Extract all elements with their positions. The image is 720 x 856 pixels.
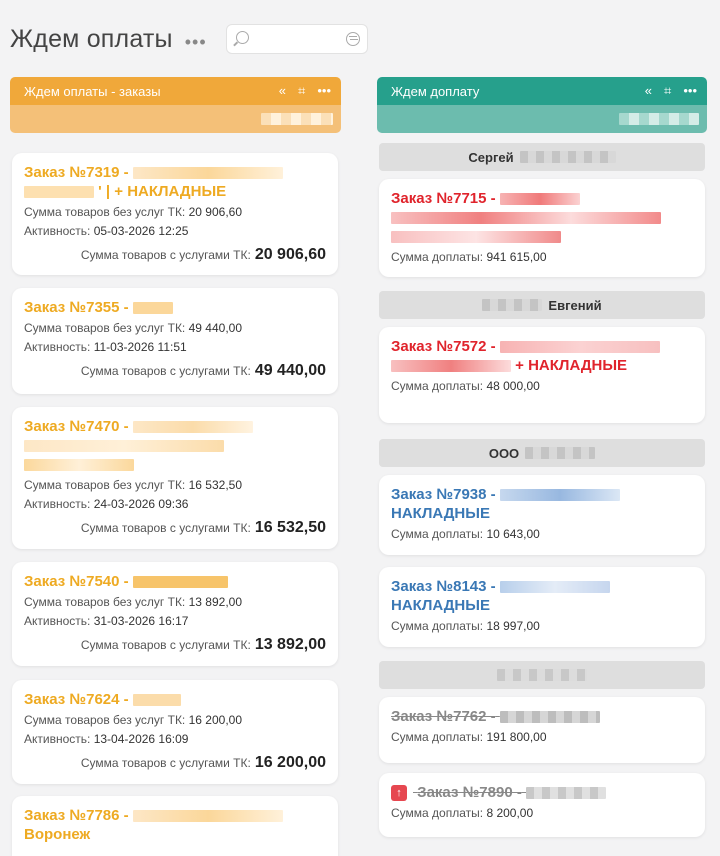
collapse-icon[interactable]: « xyxy=(644,83,653,98)
order-card[interactable] xyxy=(12,407,338,549)
column-header xyxy=(377,77,707,105)
column-summary xyxy=(10,105,341,133)
collapse-icon[interactable]: « xyxy=(278,83,287,98)
redacted-text xyxy=(261,113,333,125)
surcharge-card[interactable] xyxy=(379,697,705,763)
order-title: Заказ №7540 - xyxy=(24,572,326,591)
sum-row: Сумма товаров без услуг ТК: 16 200,00 xyxy=(24,713,242,727)
group-header: ООО xyxy=(379,439,705,467)
scan-icon[interactable]: ⌗ xyxy=(298,83,306,98)
order-card[interactable] xyxy=(12,562,338,666)
surcharge-card[interactable] xyxy=(379,475,705,555)
group-header: Сергей xyxy=(379,143,705,171)
order-title: Заказ №7572 - + НАКЛАДНЫЕ xyxy=(391,337,693,375)
activity-row: Активность: 13-04-2026 16:09 xyxy=(24,732,189,746)
redacted-text xyxy=(619,113,699,125)
page-header xyxy=(10,24,207,54)
order-title: Заказ №7762 - xyxy=(391,707,693,726)
order-title: Заказ №7786 - Воронеж xyxy=(24,806,326,844)
sum-row: Сумма товаров без услуг ТК: 20 906,60 xyxy=(24,205,242,219)
order-title: Заказ №8143 - НАКЛАДНЫЕ xyxy=(391,577,693,615)
column-more-icon[interactable]: ••• xyxy=(683,83,697,98)
column-awaiting-surcharge xyxy=(377,77,707,820)
column-header xyxy=(10,77,341,105)
order-title: Заказ №7355 - xyxy=(24,298,326,317)
column-awaiting-payment xyxy=(10,77,341,843)
search-icon xyxy=(236,31,249,44)
group-header: Евгений xyxy=(379,291,705,319)
column-more-icon[interactable]: ••• xyxy=(317,83,331,98)
surcharge-row: Сумма доплаты: 191 800,00 xyxy=(391,730,547,744)
sum-row: Сумма товаров без услуг ТК: 16 532,50 xyxy=(24,478,242,492)
surcharge-card[interactable] xyxy=(379,179,705,277)
order-card[interactable] xyxy=(12,153,338,275)
order-card[interactable] xyxy=(12,288,338,394)
surcharge-card[interactable] xyxy=(379,327,705,423)
total-row: Сумма товаров с услугами ТК: 49 440,00 xyxy=(80,362,326,379)
total-row: Сумма товаров с услугами ТК: 13 892,00 xyxy=(80,636,326,653)
more-icon[interactable]: ••• xyxy=(184,31,207,52)
surcharge-row: Сумма доплаты: 48 000,00 xyxy=(391,379,540,393)
search-box[interactable] xyxy=(226,24,368,54)
order-title: Заказ №7715 - xyxy=(391,189,693,246)
surcharge-row: Сумма доплаты: 8 200,00 xyxy=(391,806,534,820)
surcharge-row: Сумма доплаты: 10 643,00 xyxy=(391,527,540,541)
sum-row: Сумма товаров без услуг ТК: 49 440,00 xyxy=(24,321,242,335)
order-title: Заказ №7470 - xyxy=(24,417,326,474)
total-row: Сумма товаров с услугами ТК: 20 906,60 xyxy=(80,246,326,263)
order-title: Заказ №7319 - ' | + НАКЛАДНЫЕ xyxy=(24,163,326,201)
order-title: Заказ №7624 - xyxy=(24,690,326,709)
activity-row: Активность: 05-03-2026 12:25 xyxy=(24,224,189,238)
activity-row: Активность: 31-03-2026 16:17 xyxy=(24,614,189,628)
up-arrow-icon: ↑ xyxy=(391,785,407,801)
surcharge-row: Сумма доплаты: 18 997,00 xyxy=(391,619,540,633)
surcharge-row: Сумма доплаты: 941 615,00 xyxy=(391,250,547,264)
total-row: Сумма товаров с услугами ТК: 16 532,50 xyxy=(80,519,326,536)
column-title: Ждем оплаты - заказы xyxy=(24,83,161,99)
group-header xyxy=(379,661,705,689)
page-title: Ждем оплаты xyxy=(10,24,173,53)
surcharge-card[interactable] xyxy=(379,773,705,837)
order-card[interactable] xyxy=(12,680,338,784)
sum-row: Сумма товаров без услуг ТК: 13 892,00 xyxy=(24,595,242,609)
filter-icon[interactable] xyxy=(346,32,360,46)
scan-icon[interactable]: ⌗ xyxy=(664,83,672,98)
activity-row: Активность: 11-03-2026 11:51 xyxy=(24,340,187,354)
total-row: Сумма товаров с услугами ТК: 16 200,00 xyxy=(80,754,326,771)
activity-row: Активность: 24-03-2026 09:36 xyxy=(24,497,189,511)
surcharge-card[interactable] xyxy=(379,567,705,647)
column-summary xyxy=(377,105,707,133)
column-title: Ждем доплату xyxy=(391,83,480,99)
order-title: ↑ Заказ №7890 - xyxy=(391,783,693,802)
search-input[interactable] xyxy=(255,29,335,49)
order-card[interactable] xyxy=(12,796,338,856)
order-title: Заказ №7938 - НАКЛАДНЫЕ xyxy=(391,485,693,523)
